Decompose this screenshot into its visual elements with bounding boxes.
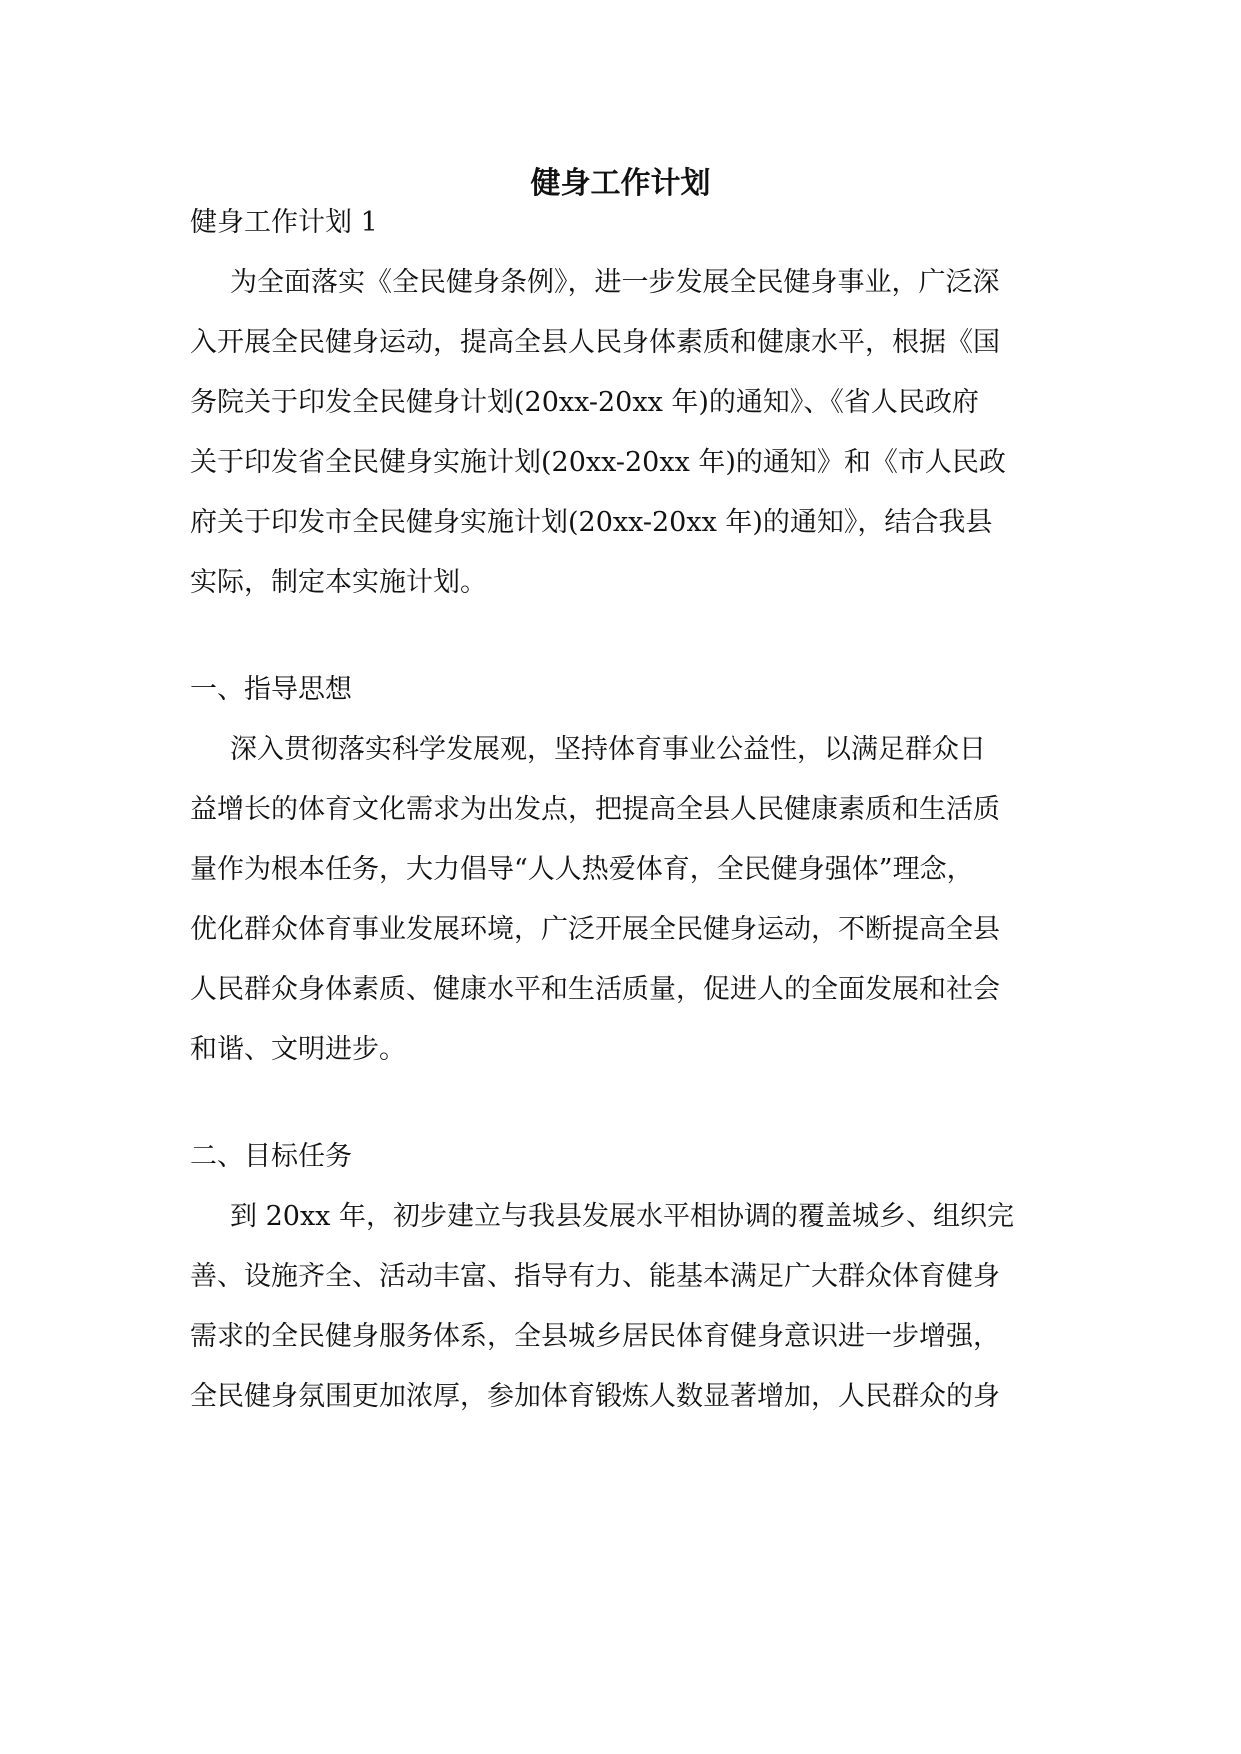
section2-line: 全民健身氛围更加浓厚，参加体育锻炼人数显著增加，人民群众的身 [190, 1381, 1000, 1412]
section1-line: 量作为根本任务，大力倡导“人人热爱体育，全民健身强体”理念， [190, 854, 974, 885]
intro-line: 府关于印发市全民健身实施计划(20xx-20xx 年)的通知》，结合我县 [190, 507, 993, 538]
section1-line: 优化群众体育事业发展环境，广泛开展全民健身运动，不断提高全县 [190, 914, 1000, 945]
intro-line: 务院关于印发全民健身计划(20xx-20xx 年)的通知》、《省人民政府 [190, 387, 979, 418]
document-subtitle: 健身工作计划 1 [190, 207, 378, 238]
section1-line: 人民群众身体素质、健康水平和生活质量，促进人的全面发展和社会 [190, 974, 1000, 1005]
section1-line: 益增长的体育文化需求为出发点，把提高全县人民健康素质和生活质 [190, 794, 1000, 825]
intro-line: 关于印发省全民健身实施计划(20xx-20xx 年)的通知》和《市人民政 [190, 447, 1006, 478]
section2-line: 需求的全民健身服务体系，全县城乡居民体育健身意识进一步增强， [190, 1321, 1000, 1352]
section2-line: 善、设施齐全、活动丰富、指导有力、能基本满足广大群众体育健身 [190, 1261, 1000, 1292]
intro-line: 入开展全民健身运动，提高全县人民身体素质和健康水平，根据《国 [190, 327, 1000, 358]
section1-line: 深入贯彻落实科学发展观，坚持体育事业公益性，以满足群众日 [230, 734, 986, 765]
section-heading: 一、指导思想 [190, 674, 352, 705]
intro-line: 实际，制定本实施计划。 [190, 567, 487, 598]
section2-line: 到 20xx 年，初步建立与我县发展水平相协调的覆盖城乡、组织完 [230, 1201, 1014, 1232]
intro-line: 为全面落实《全民健身条例》，进一步发展全民健身事业，广泛深 [230, 267, 1000, 298]
document-title: 健身工作计划 [530, 166, 711, 201]
section1-line: 和谐、文明进步。 [190, 1034, 406, 1065]
section-heading: 二、目标任务 [190, 1141, 352, 1172]
